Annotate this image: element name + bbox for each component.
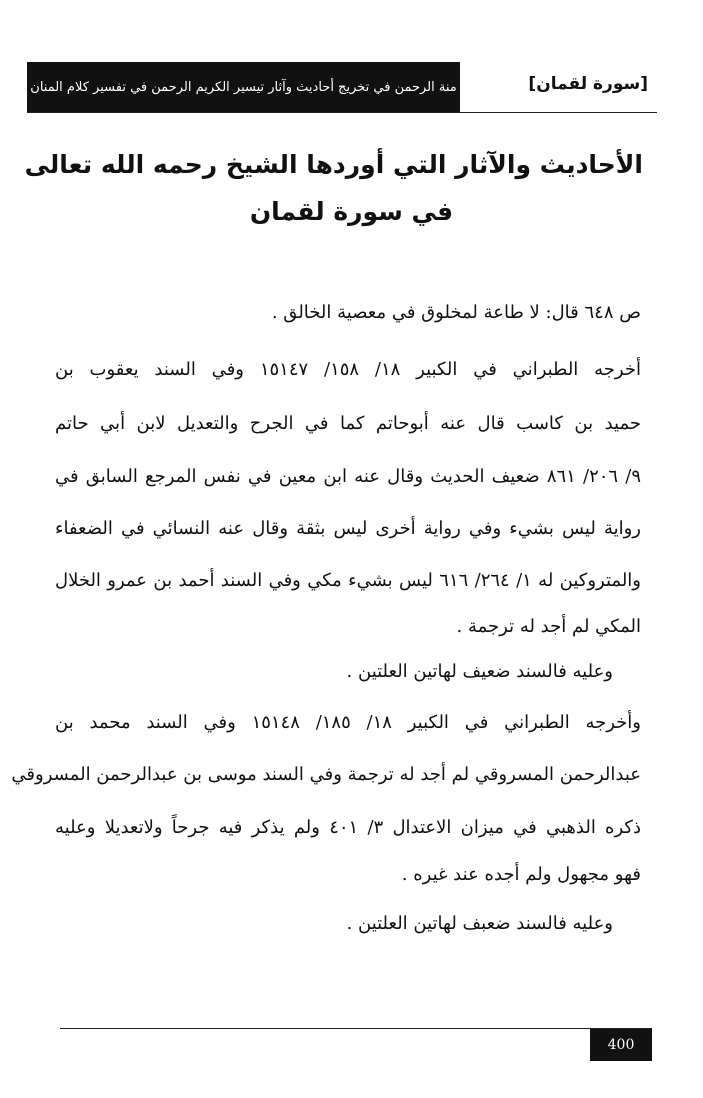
body-line: عبدالرحمن المسروقي لم أجد له ترجمة وفي السند موسى بن عبدالرحمن المسروقي	[11, 764, 641, 785]
body-line: وعليه فالسند ضعبف لهاتين العلتين .	[346, 913, 613, 934]
body-line: ذكره الذهبي في ميزان الاعتدال ٣/ ٤٠١ ولم يذكر فيه جرحاً ولاتعديلا وعليه	[55, 817, 642, 838]
body-line: وأخرجه الطبراني في الكبير ١٨/ ١٨٥/ ١٥١٤٨ وفي السند محمد بن	[55, 712, 641, 733]
footer-rule	[60, 1028, 652, 1029]
page-number: 400	[590, 1029, 652, 1061]
body-line: ص ٦٤٨ قال: لا طاعة لمخلوق في معصية الخالق .	[271, 302, 641, 323]
body-line: والمتروكين له ١/ ٢٦٤/ ٦١٦ ليس بشيء مكي وفي السند أحمد بن عمرو الخلال	[55, 570, 641, 591]
section-subtitle: في سورة لقمان	[249, 197, 454, 226]
body-line: ٩/ ٢٠٦/ ٨٦١ ضعيف الحديث وقال عنه ابن معين في نفس المرجع السابق في	[55, 466, 641, 487]
body-line: وعليه فالسند ضعيف لهاتين العلتين .	[346, 661, 613, 682]
body-line: رواية ليس بشيء وفي رواية أخرى ليس بثقة وقال عنه النسائي في الضعفاء	[55, 518, 641, 539]
section-title: الأحاديث والآثار التي أوردها الشيخ رحمه الله تعالى	[24, 150, 643, 179]
body-line: أخرجه الطبراني في الكبير ١٨/ ١٥٨/ ١٥١٤٧ وفي السند يعقوب بن	[55, 359, 641, 380]
surah-label: [سورة لقمان]	[528, 74, 648, 94]
body-line: المكي لم أجد له ترجمة .	[456, 616, 641, 637]
body-line: فهو مجهول ولم أجده عند غيره .	[401, 864, 641, 885]
book-title-banner: منة الرحمن في تخريج أحاديث وآثار تيسير الكريم الرحمن في تفسير كلام المنان	[27, 62, 460, 112]
body-line: حميد بن كاسب قال عنه أبوحاتم كما في الجرح والتعديل لابن أبي حاتم	[55, 413, 641, 434]
